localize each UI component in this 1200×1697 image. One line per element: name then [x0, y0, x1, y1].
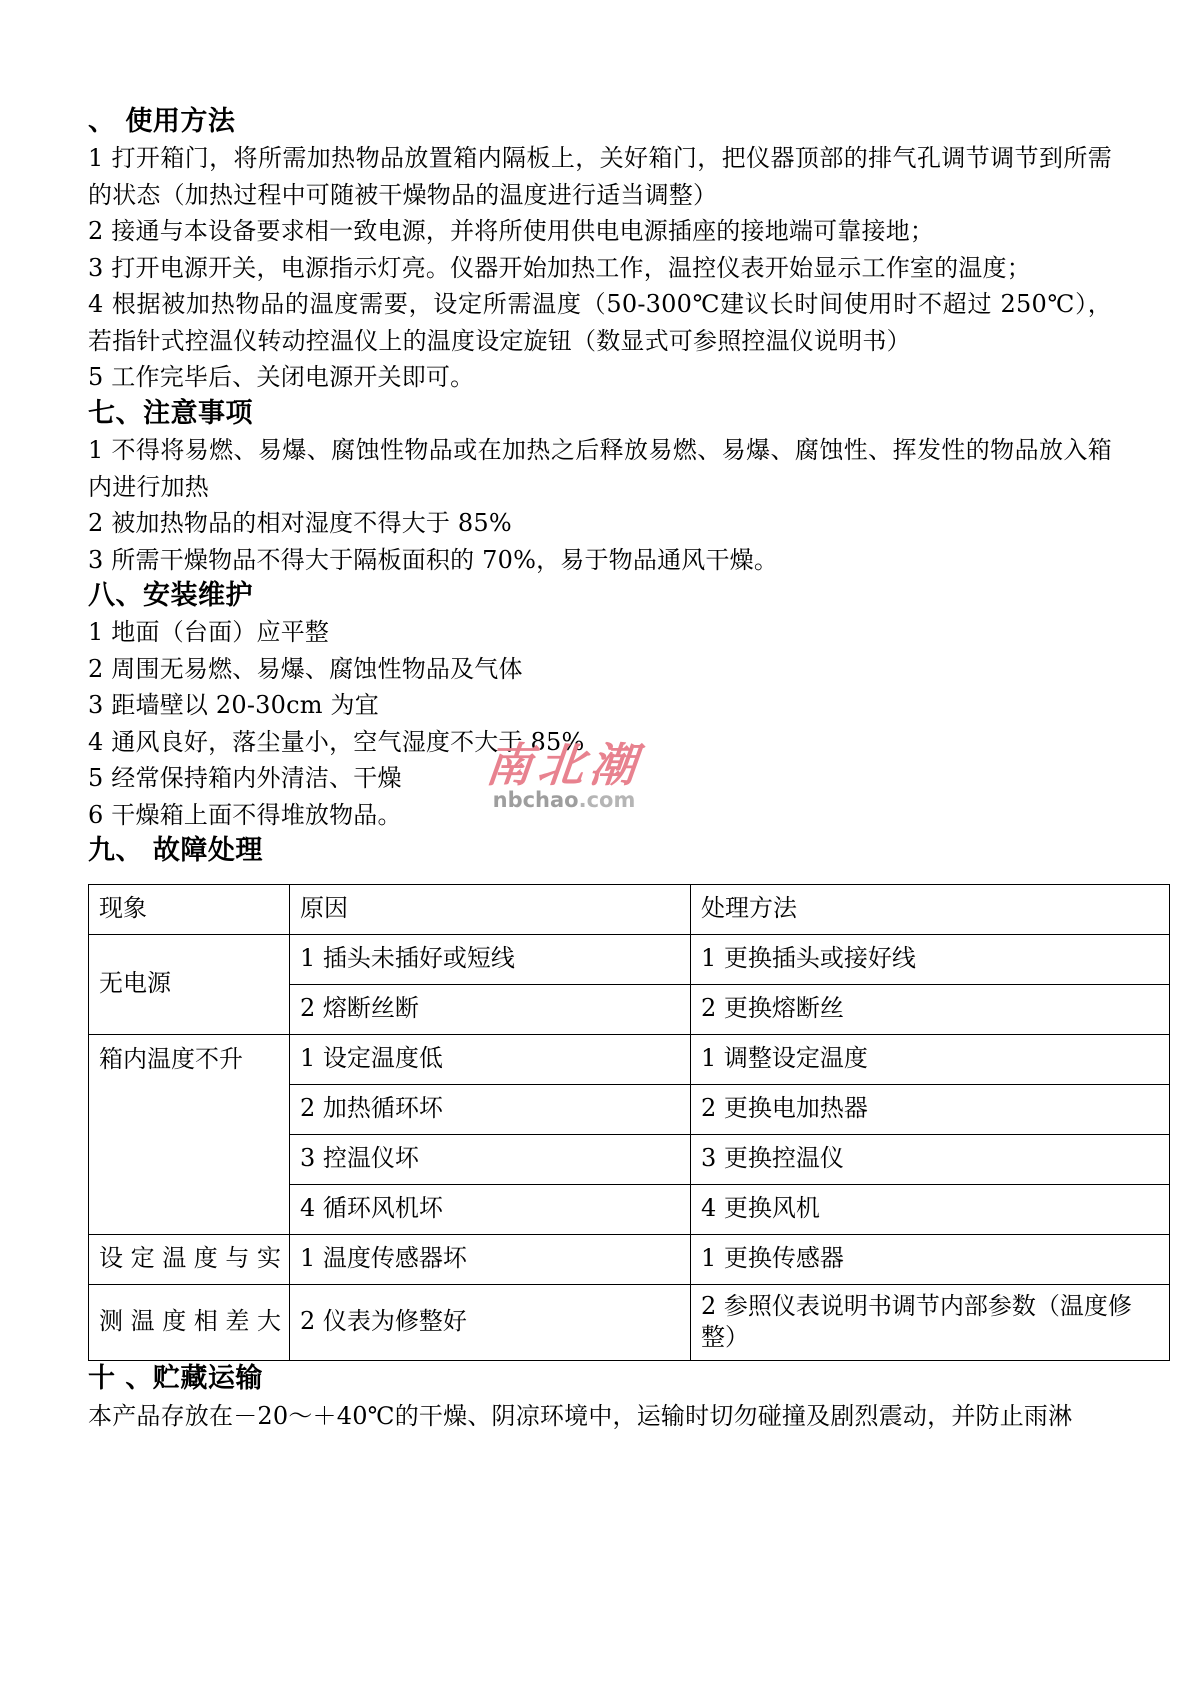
- header-method: 处理方法: [691, 884, 1170, 934]
- section-heading-storage: 十 、贮藏运输: [88, 1363, 263, 1395]
- section-heading-troubleshooting: 九、 故障处理: [88, 835, 263, 867]
- section-body-storage: [88, 1398, 1112, 1434]
- usage-item-2: 2 接通与本设备要求相一致电源，并将所使用供电电源插座的接地端可靠接地；: [88, 217, 935, 246]
- table-row: [89, 1284, 1170, 1360]
- cell-cause: 2 加热循环坏: [290, 1084, 691, 1134]
- usage-item-5: 5 工作完毕后、关闭电源开关即可。: [88, 363, 475, 392]
- cell-cause: 3 控温仪坏: [290, 1134, 691, 1184]
- installation-item-6: 6 干燥箱上面不得堆放物品。: [88, 800, 402, 829]
- cell-cause: 1 温度传感器坏: [290, 1234, 691, 1284]
- installation-item-5: 5 经常保持箱内外清洁、干燥: [88, 764, 402, 793]
- installation-item-3: 3 距墙壁以 20-30cm 为宜: [88, 691, 379, 720]
- installation-item-2: 2 周围无易燃、易爆、腐蚀性物品及气体: [88, 654, 523, 683]
- cell-method: 3 更换控温仪: [691, 1134, 1170, 1184]
- installation-item-1: 1 地面（台面）应平整: [88, 618, 330, 647]
- precaution-item-1: 1 不得将易燃、易爆、腐蚀性物品或在加热之后释放易燃、易爆、腐蚀性、挥发性的物品放入箱内进行加热: [88, 436, 1112, 501]
- cell-phenomenon-temp-deviation-line1: 设定温度与实: [89, 1234, 290, 1284]
- header-phenomenon: 现象: [89, 884, 290, 934]
- cell-phenomenon-temp-deviation-line2: 测温度相差大: [89, 1284, 290, 1360]
- section-heading-usage: 、 使用方法: [88, 106, 236, 137]
- watermark-url-tld: .com: [578, 788, 636, 812]
- fault-table: [88, 884, 1170, 1361]
- cell-phenomenon-no-temp-rise: 箱内温度不升: [89, 1034, 290, 1234]
- header-cause: 原因: [290, 884, 691, 934]
- section-heading-installation: 八、安装维护: [88, 580, 253, 612]
- cell-cause: 1 设定温度低: [290, 1034, 691, 1084]
- section-heading-precautions: 七、注意事项: [88, 397, 253, 429]
- installation-item-4: 4 通风良好，落尘量小，空气湿度不大于 85%: [88, 727, 585, 756]
- cell-method: 1 更换插头或接好线: [691, 934, 1170, 984]
- cell-method: 2 更换电加热器: [691, 1084, 1170, 1134]
- storage-item-1: 本产品存放在－20～＋40℃的干燥、阴凉环境中，运输时切勿碰撞及剧烈震动，并防止雨淋: [88, 1401, 1073, 1430]
- usage-item-3: 3 打开电源开关，电源指示灯亮。仪器开始加热工作，温控仪表开始显示工作室的温度；: [88, 253, 1031, 282]
- table-row: [89, 1034, 1170, 1084]
- precaution-item-3: 3 所需干燥物品不得大于隔板面积的 70%，易于物品通风干燥。: [88, 545, 779, 574]
- cell-phenomenon-no-power: 无电源: [89, 934, 290, 1034]
- cell-method: 1 调整设定温度: [691, 1034, 1170, 1084]
- cell-cause: 4 循环风机坏: [290, 1184, 691, 1234]
- section-body-installation: [88, 614, 1112, 833]
- section-body-precautions: [88, 432, 1112, 578]
- cell-method: 4 更换风机: [691, 1184, 1170, 1234]
- precaution-item-2: 2 被加热物品的相对湿度不得大于 85%: [88, 509, 512, 538]
- table-row: [89, 934, 1170, 984]
- watermark-url-name: nbchao: [492, 788, 579, 812]
- cell-cause: 1 插头未插好或短线: [290, 934, 691, 984]
- usage-item-4: 4 根据被加热物品的温度需要，设定所需温度（50-300℃建议长时间使用时不超过 250℃），若指针式控温仪转动控温仪上的温度设定旋钮（数显式可参照控温仪说明书）: [88, 290, 1112, 355]
- cell-cause: 2 熔断丝断: [290, 984, 691, 1034]
- cell-cause: 2 仪表为修整好: [290, 1284, 691, 1360]
- table-row: [89, 1234, 1170, 1284]
- usage-item-1: 1 打开箱门，将所需加热物品放置箱内隔板上，关好箱门，把仪器顶部的排气孔调节调节到所需的状态（加热过程中可随被干燥物品的温度进行适当调整）: [88, 144, 1112, 209]
- section-body-usage: [88, 140, 1112, 395]
- cell-method: 2 参照仪表说明书调节内部参数（温度修整）: [691, 1284, 1170, 1360]
- watermark-brand-text: 南北潮: [483, 738, 645, 792]
- cell-method: 1 更换传感器: [691, 1234, 1170, 1284]
- table-header-row: [89, 884, 1170, 934]
- cell-method: 2 更换熔断丝: [691, 984, 1170, 1034]
